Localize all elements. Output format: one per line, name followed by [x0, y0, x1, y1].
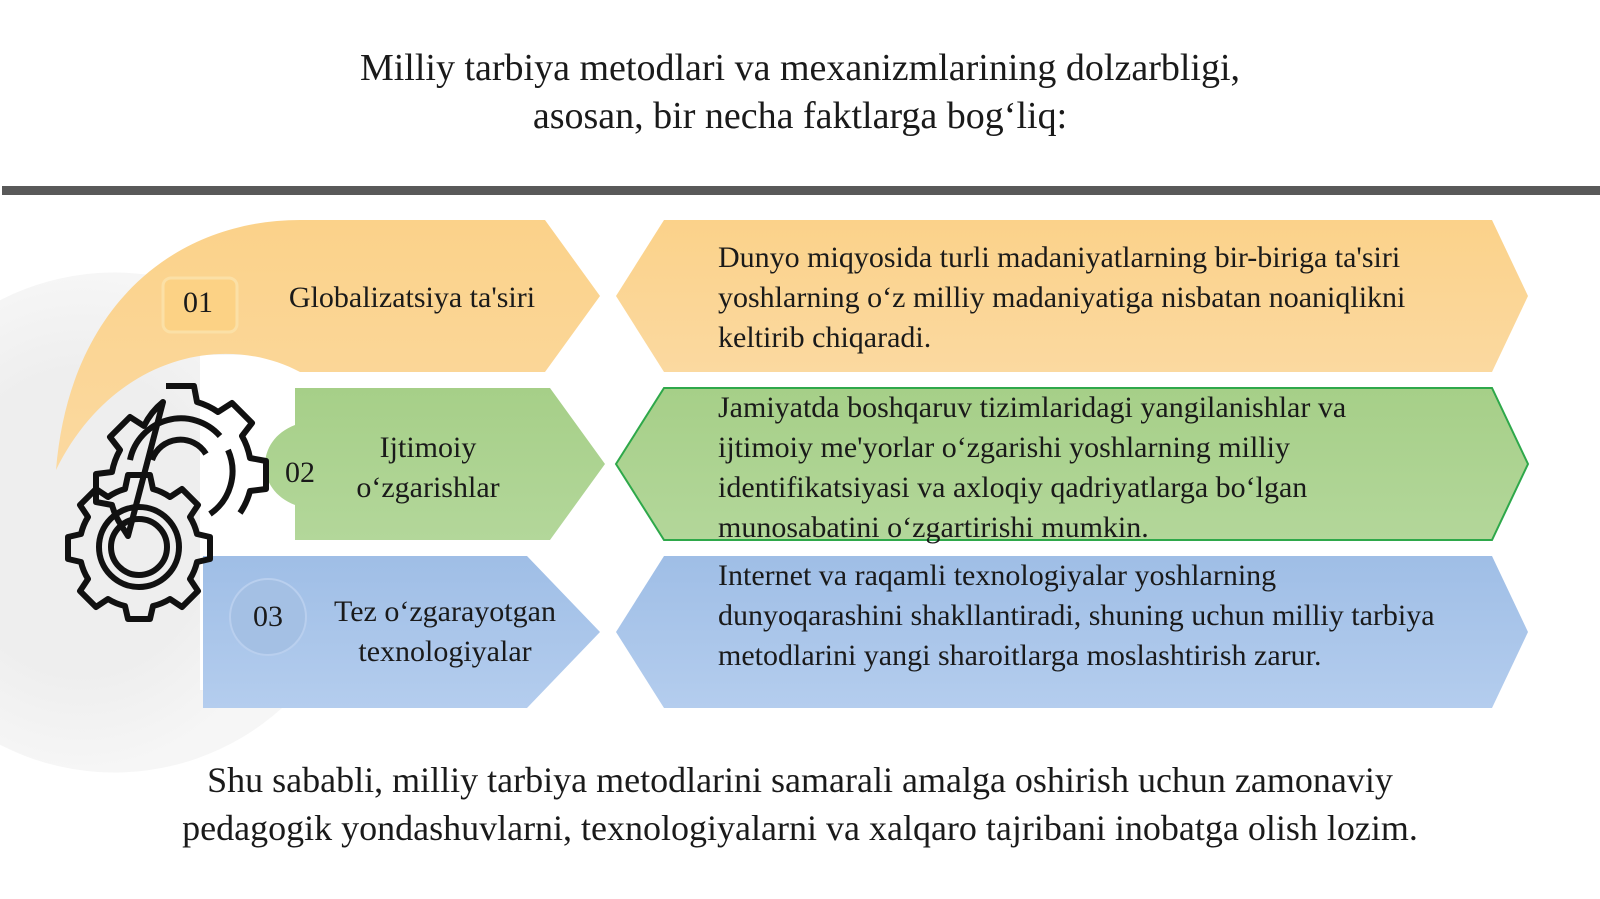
factor-3-label-line-1: Tez o‘zgarayotgan	[334, 595, 556, 628]
factor-1-label-line: Globalizatsiya ta'siri	[288, 281, 536, 314]
factor-2-label-line-1: Ijtimoiy	[379, 431, 477, 464]
factor-1-number: 01	[183, 286, 213, 319]
factor-2-label-line-2: o‘zgarishlar	[356, 471, 500, 504]
factor-1-description: Dunyo miqyosida turli madaniyatlarning bir-biriga ta'siri yoshlarning o‘z milliy madaniyatiga nisbatan noaniqlikni keltirib chiqaradi.	[718, 241, 1406, 354]
title-line-1: Milliy tarbiya metodlari va mexanizmlarining dolzarbligi,	[359, 47, 1241, 89]
conclusion-line-2: pedagogik yondashuvlarni, texnologiyalarni va xalqaro tajribani inobatga olish lozim.	[182, 808, 1418, 848]
factor-3-label-line-2: texnologiyalar	[358, 635, 532, 668]
factor-2-label	[308, 428, 548, 508]
factor-2-number: 02	[285, 456, 315, 489]
factor-1-label	[262, 278, 562, 318]
factor-3-number: 03	[253, 600, 283, 633]
title-line-2: asosan, bir necha faktlarga bog‘liq:	[532, 95, 1068, 137]
factor-2-description: Jamiyatda boshqaruv tizimlaridagi yangilanishlar va ijtimoiy me'yorlar o‘zgarishi yoshlarning milliy identifikatsiyasi va axloqiy qadriyatlarga bo‘lgan munosabatini o‘zgartirishi mumkin.	[718, 391, 1347, 544]
conclusion-line-1: Shu sababli, milliy tarbiya metodlarini samarali amalga oshirish uchun zamonaviy	[207, 760, 1393, 800]
factor-3-description: Internet va raqamli texnologiyalar yoshlarning dunyoqarashini shakllantiradi, shuning uchun milliy tarbiya metodlarini yangi sharoitlarga moslashtirish zarur.	[718, 559, 1435, 672]
factor-3-label	[305, 592, 585, 672]
conclusion-text	[0, 756, 1600, 852]
